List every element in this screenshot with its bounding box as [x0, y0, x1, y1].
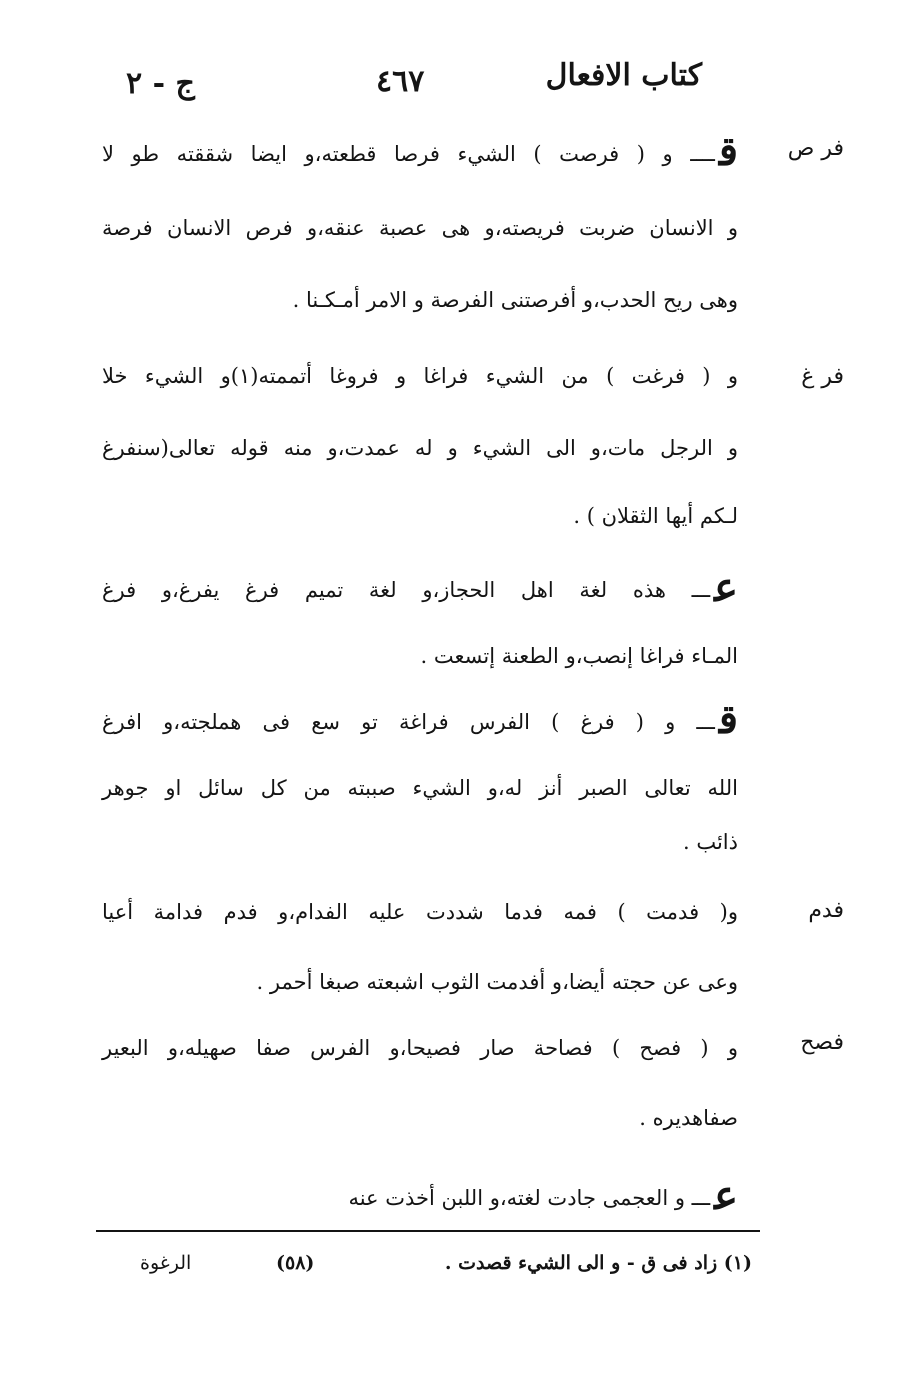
entry-line: عـــ هذه لغة اهل الحجاز،و لغة تميم فرغ يفرغ،و فرغ	[102, 564, 738, 611]
entry-line: و الرجل مات،و الى الشيء و له عمدت،و منه قوله تعالى(سنفرغ	[102, 436, 738, 460]
source-marker: ع	[714, 564, 738, 611]
entry-line: وعى عن حجته أيضا،و أفدمت الثوب اشبعته صبغا أحمر .	[256, 970, 738, 994]
entry-line: ذائب .	[682, 830, 738, 854]
entry-line: الله تعالى الصبر أنز له،و الشيء صببته من كل سائل او جوهر	[102, 776, 738, 800]
entry-root-fasah: فصح	[800, 1030, 844, 1055]
sheet-number: (٥٨)	[276, 1252, 315, 1274]
entry-line: المـاء فراغا إنصب،و الطعنة إتسعت .	[420, 644, 738, 668]
entry-root-fadam: فدم	[808, 898, 844, 923]
entry-line: و ( فرغت ) من الشيء فراغا و فروغا أتممته(١)و الشيء خلا	[102, 364, 738, 388]
entry-line: صفاهديره .	[639, 1106, 738, 1130]
entry-line: و ( فصح ) فصاحة صار فصيحا،و الفرس صفا صهيله،و البعير	[102, 1036, 738, 1060]
footnote: (١) زاد فى ق - و الى الشيء قصدت .	[444, 1252, 752, 1274]
source-marker: ق	[718, 128, 738, 175]
entry-line: لـكم أيها الثقلان ) .	[573, 504, 738, 528]
entry-root-farag: فر غ	[801, 364, 844, 389]
page-number: ٤٦٧	[376, 64, 425, 99]
source-marker: ق	[718, 696, 738, 743]
volume-label: ج - ٢	[126, 66, 195, 101]
catchword: الرغوة	[140, 1252, 192, 1274]
entry-line: قــــ و ( فرصت ) الشيء فرصا قطعته،و ايضا شققته طو لا	[102, 128, 738, 175]
source-marker: ع	[714, 1172, 738, 1219]
entry-line: وهى ريح الحدب،و أفرصتنى الفرصة و الامر أمـكـنا .	[292, 288, 738, 312]
footnote-divider	[96, 1230, 760, 1232]
entry-line: قـــ و ( فرغ ) الفرس فراغة تو سع فى هملجته،و افرغ	[102, 696, 738, 743]
book-title: كتاب الافعال	[545, 58, 702, 93]
entry-line: و الانسان ضربت فريصته،و هى عصبة عنقه،و فرص الانسان فرصة	[102, 216, 738, 240]
entry-root-fars: فر ص	[787, 136, 844, 161]
entry-line: عـــ و العجمى جادت لغته،و اللبن أخذت عنه	[348, 1172, 738, 1219]
entry-line: و( فدمت ) فمه فدما شددت عليه الفدام،و فدم فدامة أعيا	[102, 900, 738, 924]
